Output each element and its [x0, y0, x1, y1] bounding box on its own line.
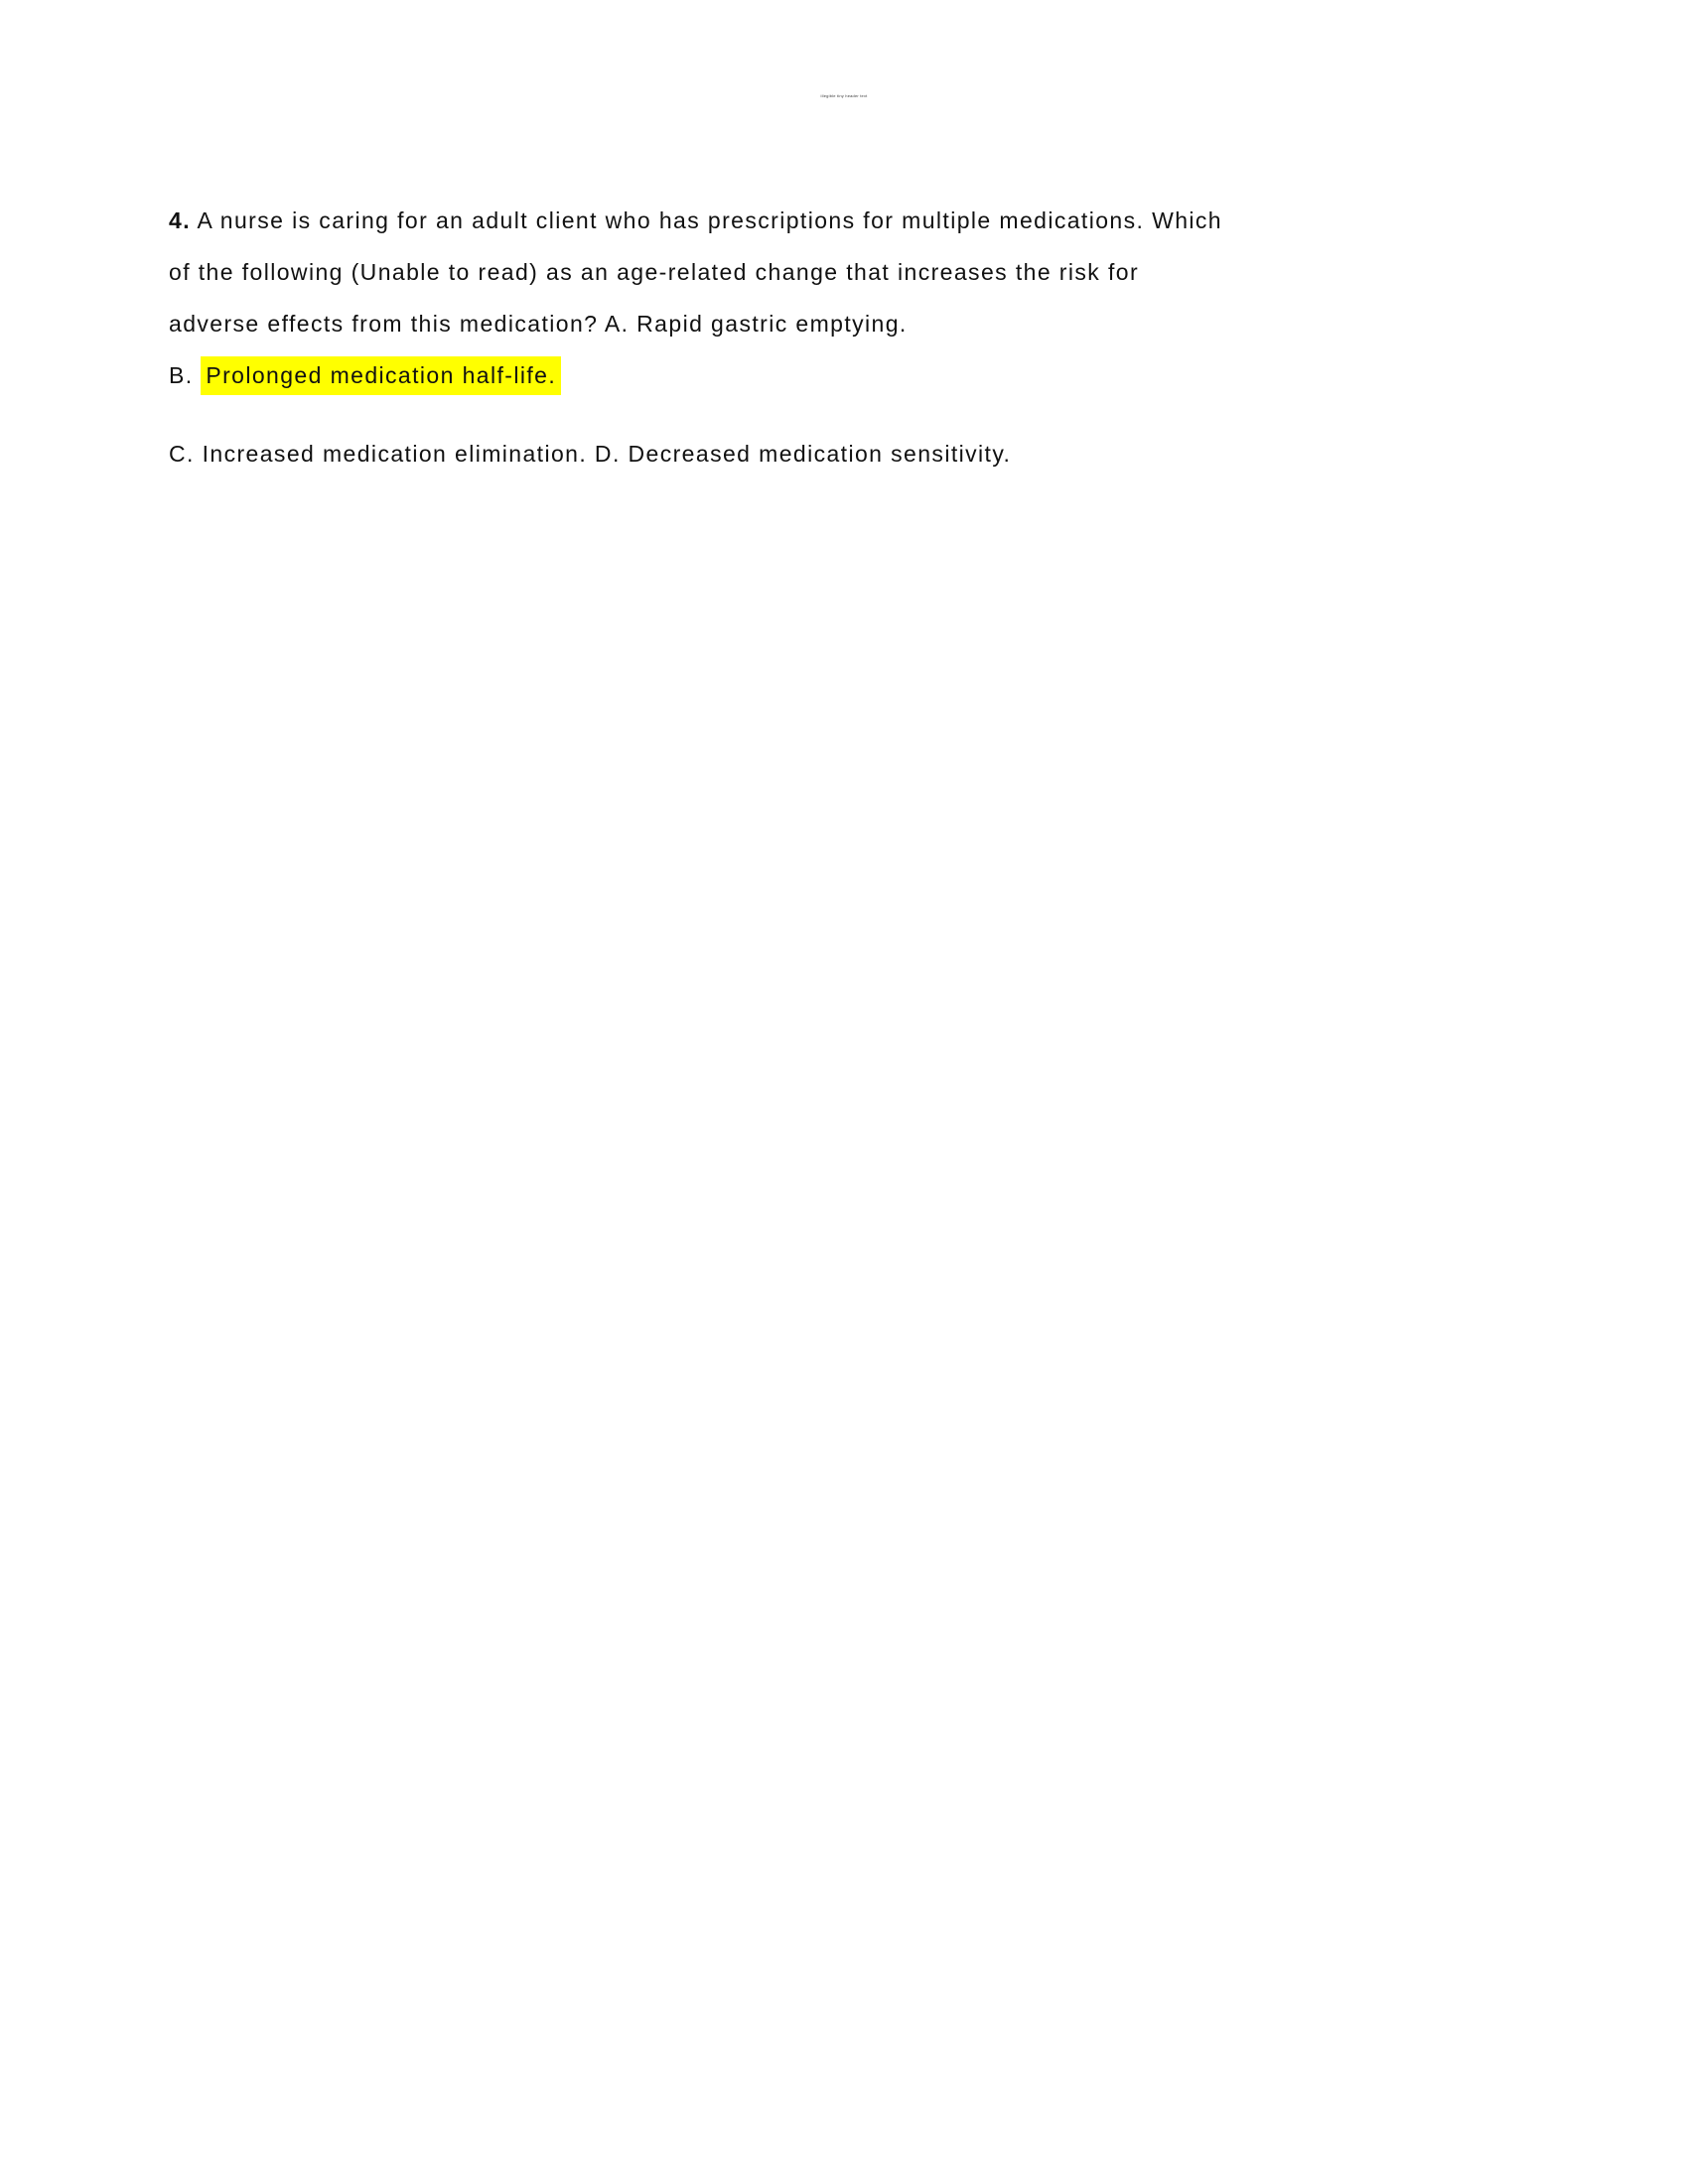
option-b-line	[169, 349, 1559, 401]
highlighted-answer-text: Prolonged medication half-life.	[201, 356, 561, 395]
question-line-2: of the following (Unable to read) as an age-related change that increases the risk for	[169, 259, 1140, 285]
question-block	[169, 195, 1559, 479]
watermark-text: illegible tiny header text	[820, 93, 868, 98]
question-number: 4.	[169, 207, 191, 233]
option-b-prefix: B.	[169, 362, 202, 388]
question-line-1-text: A nurse is caring for an adult client who has prescriptions for multiple medications. Which	[190, 207, 1222, 233]
question-line-1	[169, 195, 1559, 246]
options-cd-line: C. Increased medication elimination. D. Decreased medication sensitivity.	[169, 441, 1012, 467]
question-line-3: adverse effects from this medication? A. Rapid gastric emptying.	[169, 311, 908, 337]
